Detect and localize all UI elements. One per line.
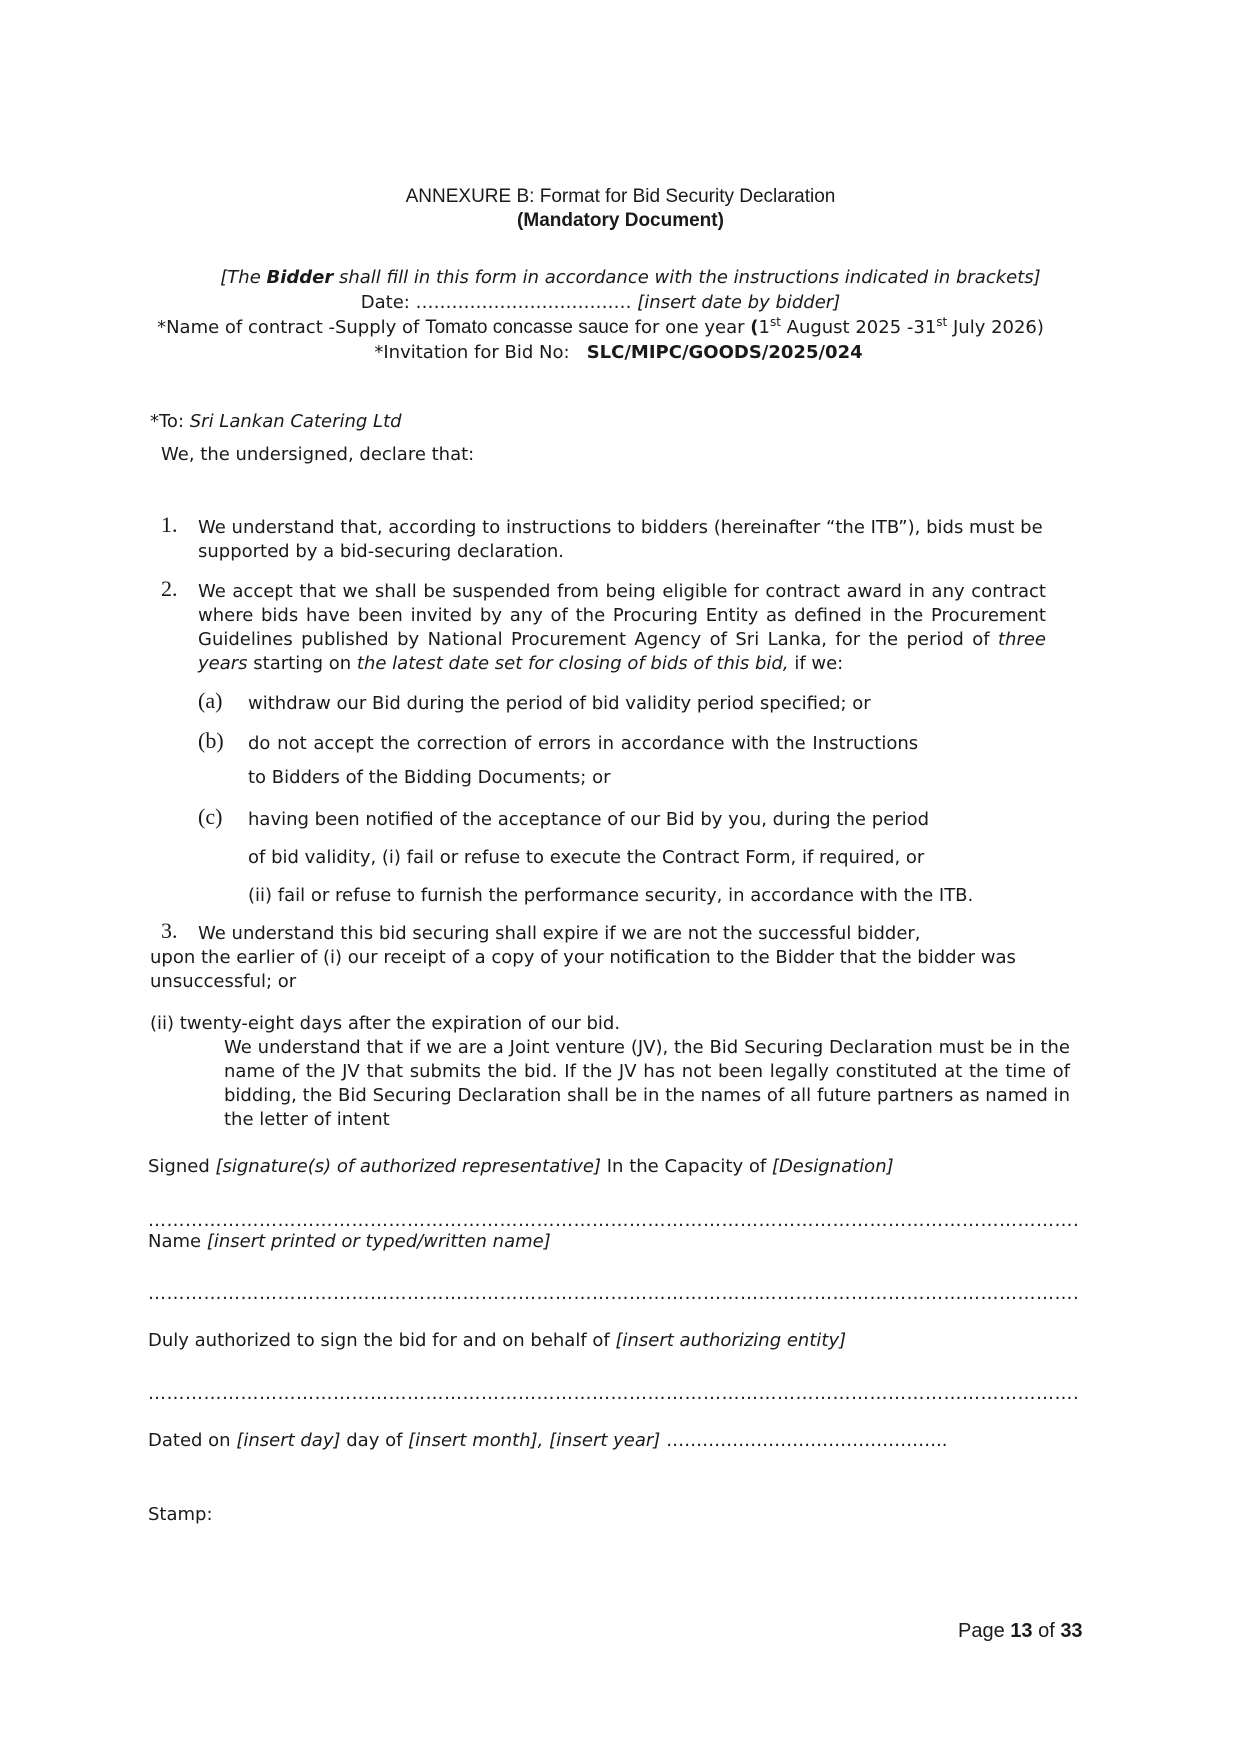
- item-c-text-3: (ii) fail or refuse to furnish the performance security, in accordance with the ITB.: [248, 885, 974, 906]
- item-b-text-2: to Bidders of the Bidding Documents; or: [248, 767, 611, 788]
- jv-paragraph: We understand that if we are a Joint venture (JV), the Bid Securing Declaration must be in the name of the JV that submits the bid. If the JV has not been legally constituted at the time of bidding, the Bid Securing Declaration shall be in the names of all future partners as named in the letter of intent: [224, 1037, 1070, 1130]
- item-b-text-1: do not accept the correction of errors in accordance with the Instructions: [248, 733, 919, 754]
- declare-line: We, the undersigned, declare that:: [161, 444, 475, 465]
- authorized-line: Duly authorized to sign the bid for and on behalf of [insert authorizing entity]: [148, 1330, 847, 1351]
- bidder-instruction: [The Bidder shall fill in this form in accordance with the instructions indicated in brackets]: [220, 267, 1041, 288]
- authorized-dotted-line: …………………………………………………………………………………………………………………………………….: [148, 1383, 1080, 1404]
- contract-name-line: *Name of contract -Supply of Tomato concasse sauce for one year (1st August 2025 -31st July 2026): [157, 315, 1044, 338]
- stamp-label: Stamp:: [148, 1504, 213, 1525]
- clause-2-number: 2.: [161, 576, 178, 601]
- clause-1-number: 1.: [161, 512, 178, 537]
- item-a-text: withdraw our Bid during the period of bid validity period specified; or: [248, 693, 871, 714]
- clause-3-number: 3.: [161, 918, 178, 943]
- annexure-title: ANNEXURE B: Format for Bid Security Declaration: [405, 186, 836, 207]
- item-c-text-1: having been notified of the acceptance of our Bid by you, during the period: [248, 809, 930, 830]
- clause-3-line-1: We understand this bid securing shall expire if we are not the successful bidder,: [198, 923, 921, 944]
- page-number: Page 13 of 33: [958, 1620, 1083, 1642]
- dated-line: Dated on [insert day] day of [insert month], [insert year] ………………………………………..: [148, 1430, 948, 1451]
- clause-1-text: We understand that, according to instructions to bidders (hereinafter “the ITB”), bids must be supported by a bid-securing declaration.: [198, 517, 1043, 562]
- item-c-label: (c): [198, 804, 223, 829]
- ifb-line: *Invitation for Bid No: SLC/MIPC/GOODS/2025/024: [374, 342, 863, 363]
- to-line: *To: Sri Lankan Catering Ltd: [150, 411, 402, 432]
- signature-dotted-line: …………………………………………………………………………………………………………………………………….: [148, 1210, 1080, 1231]
- mandatory-subtitle: (Mandatory Document): [517, 210, 724, 231]
- name-line: Name [insert printed or typed/written name]: [148, 1231, 551, 1252]
- clause-2-text: We accept that we shall be suspended from being eligible for contract award in any contract where bids have been invited by any of the Procuring Entity as defined in the Procurement Guidelines published by National Procurement Agency of Sri Lanka, for the period of three years starting on the latest date set for closing of bids of this bid, if we:: [198, 581, 1046, 674]
- clause-3-rest: upon the earlier of (i) our receipt of a copy of your notification to the Bidder that the bidder was unsuccessful; or: [150, 947, 1016, 992]
- item-b-label: (b): [198, 728, 224, 753]
- date-line: Date: ……………………………… [insert date by bidder]: [360, 292, 841, 313]
- item-a-label: (a): [198, 688, 223, 713]
- clause-3-item-ii: (ii) twenty-eight days after the expiration of our bid.: [150, 1013, 621, 1034]
- name-dotted-line: …………………………………………………………………………………………………………………………………….: [148, 1283, 1080, 1304]
- signed-line: Signed [signature(s) of authorized representative] In the Capacity of [Designation]: [148, 1156, 894, 1177]
- item-c-text-2: of bid validity, (i) fail or refuse to execute the Contract Form, if required, or: [248, 847, 925, 868]
